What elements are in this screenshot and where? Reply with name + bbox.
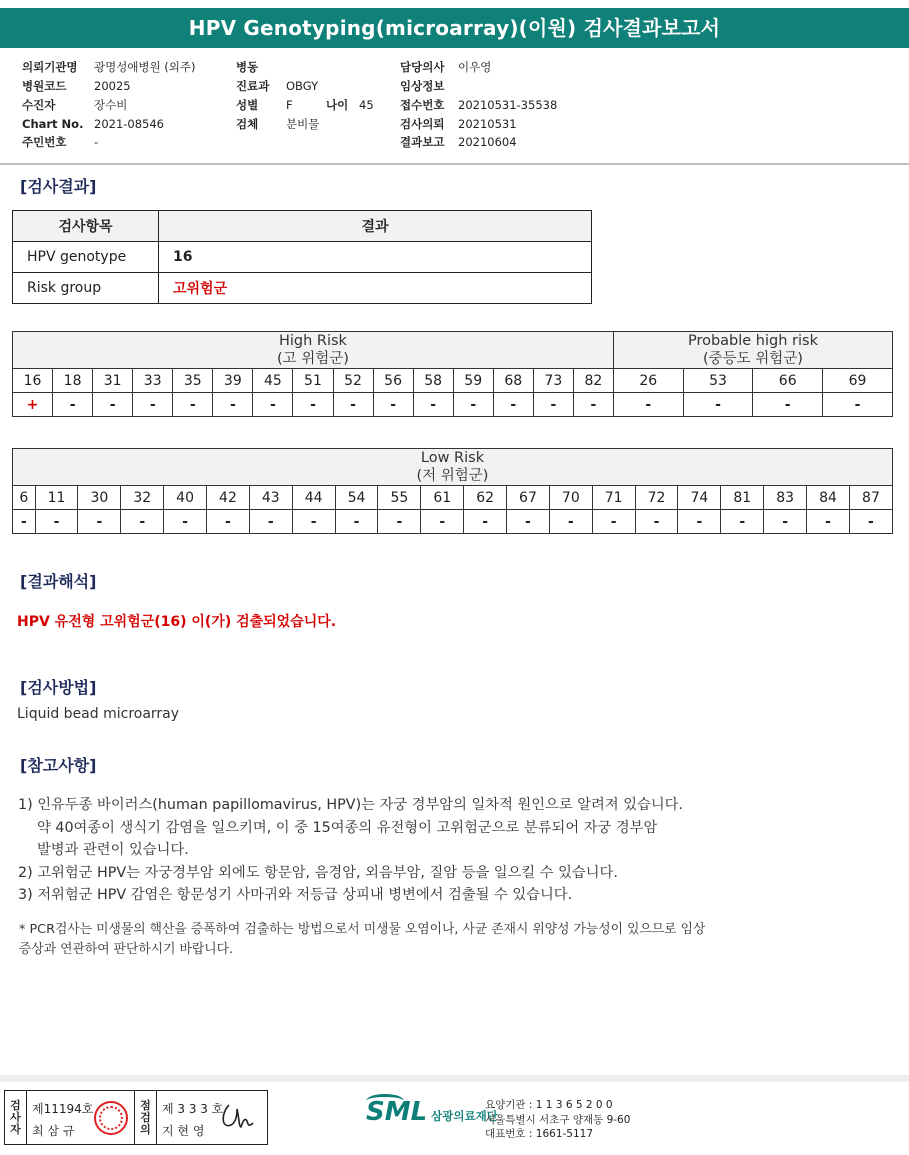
info-label: 병동 bbox=[236, 60, 259, 74]
low-risk-result-row bbox=[13, 510, 893, 534]
low-risk-table bbox=[12, 448, 893, 534]
genotype-number: 70 bbox=[549, 486, 592, 510]
section-title-method: [검사방법] bbox=[20, 678, 97, 697]
genotype-number: 84 bbox=[807, 486, 850, 510]
result-header-item: 검사항목 bbox=[13, 211, 159, 242]
genotype-number: 71 bbox=[592, 486, 635, 510]
reference-line: 2) 고위험군 HPV는 자궁경부암 외에도 항문암, 음경암, 외음부암, 질암 등을 일으킬 수 있습니다. bbox=[18, 864, 618, 881]
genotype-result: - bbox=[721, 510, 764, 534]
reference-line: 1) 인유두종 바이러스(human papillomavirus, HPV)는 자궁 경부암의 일차적 원인으로 알려져 있습니다. bbox=[18, 797, 683, 813]
genotype-result: - bbox=[613, 393, 683, 417]
result-value: 16 bbox=[159, 242, 592, 273]
info-value: 광명성애병원 (외주) bbox=[94, 60, 196, 74]
genotype-result: - bbox=[823, 393, 893, 417]
reference-line: 3) 저위험군 HPV 감염은 항문성기 사마귀와 저등급 상피내 병변에서 검출될 수 있습니다. bbox=[18, 887, 573, 903]
info-label: 접수번호 bbox=[400, 98, 445, 112]
genotype-number: 16 bbox=[13, 369, 53, 393]
info-label: 결과보고 bbox=[400, 135, 445, 149]
signature-icon bbox=[217, 1099, 257, 1133]
method-text: Liquid bead microarray bbox=[17, 706, 180, 722]
genotype-result: - bbox=[753, 393, 823, 417]
genotype-result: - bbox=[533, 393, 573, 417]
high-risk-type-row bbox=[13, 369, 893, 393]
genotype-result: - bbox=[373, 393, 413, 417]
genotype-result: - bbox=[249, 510, 292, 534]
result-item: HPV genotype bbox=[13, 242, 159, 273]
genotype-number: 35 bbox=[173, 369, 213, 393]
info-value: F bbox=[286, 98, 293, 112]
genotype-result: - bbox=[93, 393, 133, 417]
institution-address bbox=[485, 1098, 630, 1142]
genotype-number: 56 bbox=[373, 369, 413, 393]
genotype-number: 53 bbox=[683, 369, 753, 393]
genotype-number: 69 bbox=[823, 369, 893, 393]
genotype-result: - bbox=[164, 510, 207, 534]
table-row bbox=[13, 242, 592, 273]
genotype-result: - bbox=[378, 510, 421, 534]
reference-line: 발병과 관련이 있습니다. bbox=[37, 842, 189, 858]
genotype-number: 39 bbox=[213, 369, 253, 393]
low-risk-title: Low Risk bbox=[420, 450, 485, 466]
info-value: 20210531-35538 bbox=[458, 98, 558, 112]
info-label: 검사의뢰 bbox=[400, 117, 445, 131]
genotype-number: 68 bbox=[493, 369, 533, 393]
institution-line: 서울특별시 서초구 양재동 9-60 bbox=[485, 1113, 631, 1126]
institution-logo bbox=[366, 1097, 498, 1127]
genotype-number: 59 bbox=[453, 369, 493, 393]
info-label: 성별 bbox=[236, 98, 259, 112]
genotype-number: 45 bbox=[253, 369, 293, 393]
genotype-number: 74 bbox=[678, 486, 721, 510]
genotype-result: - bbox=[464, 510, 507, 534]
genotype-number: 43 bbox=[249, 486, 292, 510]
genotype-number: 67 bbox=[507, 486, 550, 510]
genotype-result: - bbox=[292, 510, 335, 534]
genotype-result: - bbox=[173, 393, 213, 417]
section-title-result: [검사결과] bbox=[20, 177, 97, 196]
info-label: 검체 bbox=[236, 117, 259, 131]
genotype-result: - bbox=[678, 510, 721, 534]
genotype-number: 81 bbox=[721, 486, 764, 510]
footnote bbox=[19, 920, 879, 960]
genotype-result: - bbox=[78, 510, 121, 534]
genotype-result: - bbox=[335, 510, 378, 534]
reviewer-name: 지 현 영 bbox=[162, 1124, 205, 1138]
age-label: 나이 bbox=[326, 98, 349, 112]
genotype-result: - bbox=[253, 393, 293, 417]
info-label: 의뢰기관명 bbox=[22, 60, 78, 74]
genotype-result: - bbox=[807, 510, 850, 534]
info-label: 병원코드 bbox=[22, 79, 67, 93]
header-divider bbox=[0, 163, 909, 165]
genotype-number: 73 bbox=[533, 369, 573, 393]
info-label: 임상정보 bbox=[400, 79, 445, 93]
sml-logo-icon: SML bbox=[366, 1097, 427, 1127]
genotype-number: 72 bbox=[635, 486, 678, 510]
info-value: 20210531 bbox=[458, 117, 517, 131]
genotype-number: 61 bbox=[421, 486, 464, 510]
genotype-result: - bbox=[333, 393, 373, 417]
info-label: 주민번호 bbox=[22, 135, 67, 149]
genotype-result: - bbox=[849, 510, 892, 534]
genotype-number: 31 bbox=[93, 369, 133, 393]
interpretation-text: HPV 유전형 고위험군(16) 이(가) 검출되었습니다. bbox=[17, 614, 337, 630]
info-value: 이우영 bbox=[458, 60, 492, 74]
reviewer-label: 점 검 의 bbox=[135, 1091, 157, 1144]
genotype-result: - bbox=[121, 510, 164, 534]
footer-divider bbox=[0, 1075, 909, 1082]
info-value: 2021-08546 bbox=[94, 117, 164, 131]
examiner-label: 검 사 자 bbox=[5, 1091, 27, 1144]
genotype-number: 87 bbox=[849, 486, 892, 510]
footnote-line: * PCR검사는 미생물의 핵산을 증폭하여 검출하는 방법으로서 미생물 오염이나, 사균 존재시 위양성 가능성이 있으므로 임상 bbox=[19, 922, 706, 937]
genotype-number: 54 bbox=[335, 486, 378, 510]
probable-high-risk-subtitle: (중등도 위험군) bbox=[702, 351, 803, 367]
genotype-number: 44 bbox=[292, 486, 335, 510]
reviewer-number: 제 3 3 3 호 bbox=[162, 1102, 224, 1116]
genotype-number: 26 bbox=[613, 369, 683, 393]
genotype-result: - bbox=[413, 393, 453, 417]
genotype-result: - bbox=[13, 510, 36, 534]
section-title-interpretation: [결과해석] bbox=[20, 572, 97, 591]
info-value: 분비물 bbox=[286, 117, 320, 131]
genotype-result: - bbox=[764, 510, 807, 534]
section-title-references: [참고사항] bbox=[20, 756, 97, 775]
low-risk-header bbox=[13, 449, 893, 486]
info-value: 20210604 bbox=[458, 135, 517, 149]
low-risk-type-row bbox=[13, 486, 893, 510]
genotype-result: - bbox=[573, 393, 613, 417]
high-risk-result-row bbox=[13, 393, 893, 417]
genotype-number: 42 bbox=[207, 486, 250, 510]
high-risk-subtitle: (고 위험군) bbox=[276, 351, 349, 367]
signature-box bbox=[4, 1090, 268, 1145]
info-label: Chart No. bbox=[22, 117, 84, 131]
examiner-number: 제11194호 bbox=[32, 1102, 94, 1116]
genotype-number: 30 bbox=[78, 486, 121, 510]
examiner-cell bbox=[27, 1091, 135, 1144]
genotype-result: - bbox=[293, 393, 333, 417]
info-value: OBGY bbox=[286, 79, 319, 93]
result-item: Risk group bbox=[13, 273, 159, 304]
high-risk-header bbox=[13, 332, 614, 369]
genotype-number: 32 bbox=[121, 486, 164, 510]
genotype-number: 66 bbox=[753, 369, 823, 393]
genotype-number: 40 bbox=[164, 486, 207, 510]
high-risk-table bbox=[12, 331, 893, 417]
genotype-result: - bbox=[133, 393, 173, 417]
result-value-risk: 고위험군 bbox=[159, 273, 592, 304]
genotype-number: 51 bbox=[293, 369, 333, 393]
info-label: 수진자 bbox=[22, 98, 56, 112]
reviewer-cell bbox=[157, 1091, 265, 1144]
seal-stamp-icon bbox=[94, 1101, 128, 1135]
age-value: 45 bbox=[359, 98, 374, 112]
reference-list bbox=[18, 794, 683, 907]
genotype-result: + bbox=[13, 393, 53, 417]
institution-line: 요양기관 : 1 1 3 6 5 2 0 0 bbox=[485, 1099, 613, 1111]
institution-line: 대표번호 : 1661-5117 bbox=[485, 1128, 594, 1140]
footnote-line: 증상과 연관하여 판단하시기 바랍니다. bbox=[19, 942, 234, 957]
patient-info bbox=[0, 58, 909, 164]
genotype-result: - bbox=[507, 510, 550, 534]
genotype-number: 82 bbox=[573, 369, 613, 393]
genotype-number: 11 bbox=[35, 486, 78, 510]
genotype-number: 62 bbox=[464, 486, 507, 510]
genotype-result: - bbox=[453, 393, 493, 417]
high-risk-title: High Risk bbox=[278, 333, 347, 349]
info-value: 장수비 bbox=[94, 98, 128, 112]
genotype-result: - bbox=[635, 510, 678, 534]
genotype-result: - bbox=[53, 393, 93, 417]
result-header-result: 결과 bbox=[159, 211, 592, 242]
genotype-number: 18 bbox=[53, 369, 93, 393]
genotype-result: - bbox=[493, 393, 533, 417]
table-row bbox=[13, 273, 592, 304]
probable-high-risk-title: Probable high risk bbox=[687, 333, 818, 349]
genotype-number: 83 bbox=[764, 486, 807, 510]
info-label: 진료과 bbox=[236, 79, 270, 93]
low-risk-subtitle: (저 위험군) bbox=[416, 468, 489, 484]
genotype-result: - bbox=[207, 510, 250, 534]
genotype-result: - bbox=[35, 510, 78, 534]
result-table bbox=[12, 210, 592, 304]
genotype-number: 52 bbox=[333, 369, 373, 393]
examiner-name: 최 삼 규 bbox=[32, 1124, 75, 1138]
genotype-result: - bbox=[213, 393, 253, 417]
genotype-number: 6 bbox=[13, 486, 36, 510]
reference-line: 약 40여종이 생식기 감염을 일으키며, 이 중 15여종의 유전형이 고위험군으로 분류되어 자궁 경부암 bbox=[37, 819, 658, 836]
institution-name: 삼광의료재단 bbox=[431, 1109, 498, 1123]
info-value: 20025 bbox=[94, 79, 131, 93]
genotype-result: - bbox=[592, 510, 635, 534]
genotype-result: - bbox=[683, 393, 753, 417]
genotype-result: - bbox=[421, 510, 464, 534]
genotype-number: 58 bbox=[413, 369, 453, 393]
report-title: HPV Genotyping(microarray)(이원) 검사결과보고서 bbox=[0, 8, 909, 48]
info-label: 담당의사 bbox=[400, 60, 445, 74]
info-value: - bbox=[94, 135, 99, 149]
genotype-number: 55 bbox=[378, 486, 421, 510]
genotype-result: - bbox=[549, 510, 592, 534]
probable-high-risk-header bbox=[613, 332, 892, 369]
genotype-number: 33 bbox=[133, 369, 173, 393]
